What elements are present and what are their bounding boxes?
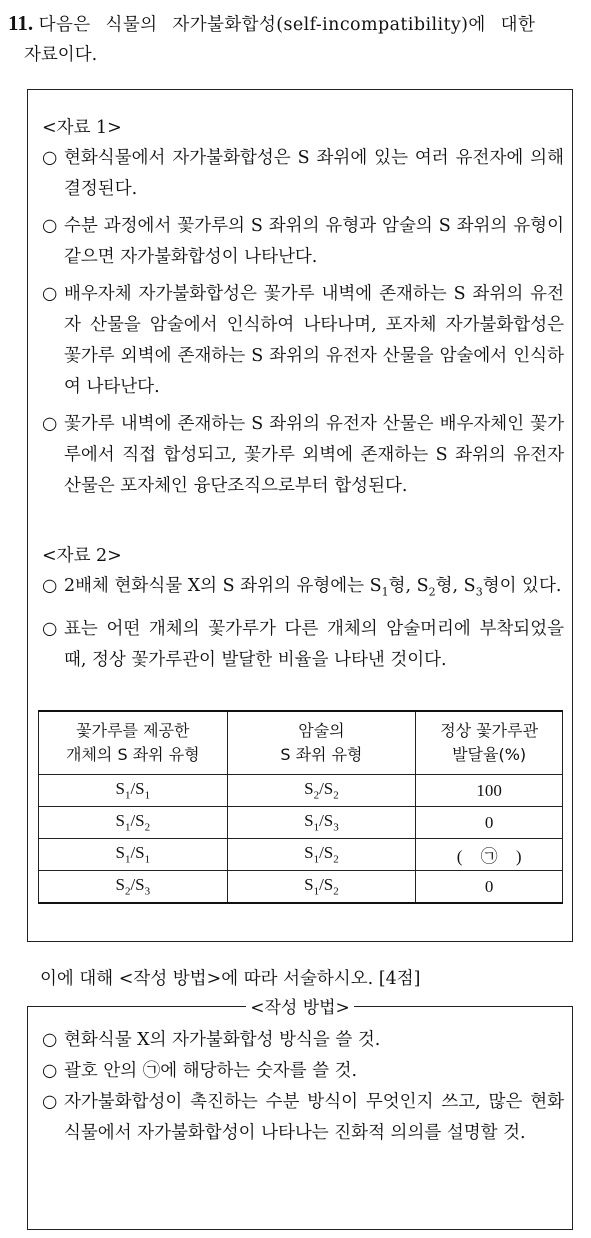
material1-bullet: ○ 현화식물에서 자가불화합성은 S 좌위에 있는 여러 유전자에 의해 결정된다. xyxy=(42,148,564,199)
method-bullet: ○ 괄호 안의 ㉠에 해당하는 숫자를 쓸 것. xyxy=(42,1061,358,1081)
method-bullet: ○ 자가불화합성이 촉진하는 수분 방식이 무엇인지 쓰고, 많은 현화식물에서 자가불화합성이 나타나는 진화적 의의를 설명할 것. xyxy=(42,1092,564,1143)
method-title: <작성 방법> xyxy=(28,993,572,1018)
table-cell-rate-blank: ( ㉠ ) xyxy=(416,839,563,871)
question-number: 11. xyxy=(8,11,34,35)
method-box xyxy=(27,998,573,1230)
table-cell-rate: 0 xyxy=(416,871,563,904)
table-cell-pollen: $S_1/S_1$ xyxy=(39,839,228,871)
table-cell-pistil: $S_1/S_2$ xyxy=(227,839,416,871)
table-cell-pollen: $S_2/S_3$ xyxy=(39,871,228,904)
question-title-line1: 다음은 식물의 자가불화합성(self-incompatibility)에 대한 xyxy=(38,15,536,35)
table-header-pollen: 꽃가루를 제공한 개체의 S 좌위 유형 xyxy=(39,711,228,775)
method-bullet: ○ 현화식물 X의 자가불화합성 방식을 쓸 것. xyxy=(42,1030,381,1050)
material2-bullets xyxy=(42,571,564,676)
table-row xyxy=(39,839,563,871)
question-title-line2: 자료이다. xyxy=(24,45,98,65)
table-cell-rate: 100 xyxy=(416,775,563,807)
table-cell-pistil: $S_1/S_3$ xyxy=(227,807,416,839)
table-cell-pistil: $S_2/S_2$ xyxy=(227,775,416,807)
table-row xyxy=(39,807,563,839)
material1-bullet: ○ 꽃가루 내벽에 존재하는 S 좌위의 유전자 산물은 배우자체인 꽃가루에서 직접 합성되고, 꽃가루 외벽에 존재하는 S 좌위의 유전자 산물은 포자체인 융단조직으로부터 합성된다. xyxy=(42,414,564,496)
material2-bullet: ○ 2배체 현화식물 X의 S 좌위의 유형에는 $S_1$형, $S_2$형, $S_3$형이 있다. xyxy=(42,576,562,599)
material1-bullet: ○ 수분 과정에서 꽃가루의 S 좌위의 유형과 암술의 S 좌위의 유형이 같으면 자가불화합성이 나타난다. xyxy=(42,216,564,267)
table-cell-pistil: $S_1/S_2$ xyxy=(227,871,416,904)
table-cell-pollen: $S_1/S_1$ xyxy=(39,775,228,807)
material-box xyxy=(27,89,573,942)
material2-bullet: ○ 표는 어떤 개체의 꽃가루가 다른 개체의 암술머리에 부착되었을 때, 정상 꽃가루관이 발달한 비율을 나타낸 것이다. xyxy=(42,618,564,670)
data-table xyxy=(38,710,563,904)
table-header-row xyxy=(39,711,563,775)
method-bullets xyxy=(42,1025,564,1149)
material2-label: <자료 2> xyxy=(42,546,122,566)
table-row xyxy=(39,775,563,807)
material1-bullet: ○ 배우자체 자가불화합성은 꽃가루 내벽에 존재하는 S 좌위의 유전자 산물을 암술에서 인식하여 나타나며, 포자체 자가불화합성은 꽃가루 외벽에 존재하는 S 좌위의 유전자 산물을 암술에서 인식하여 나타난다. xyxy=(42,284,564,397)
table-row xyxy=(39,871,563,904)
material1-label: <자료 1> xyxy=(42,118,122,138)
table-cell-pollen: $S_1/S_2$ xyxy=(39,807,228,839)
table-cell-rate: 0 xyxy=(416,807,563,839)
table-header-rate: 정상 꽃가루관 발달율(%) xyxy=(416,711,563,775)
question-header xyxy=(8,8,583,70)
table-header-pistil: 암술의 S 좌위 유형 xyxy=(227,711,416,775)
instruction-text: 이에 대해 <작성 방법>에 따라 서술하시오. [4점] xyxy=(40,969,421,989)
material1-bullets xyxy=(42,143,564,502)
